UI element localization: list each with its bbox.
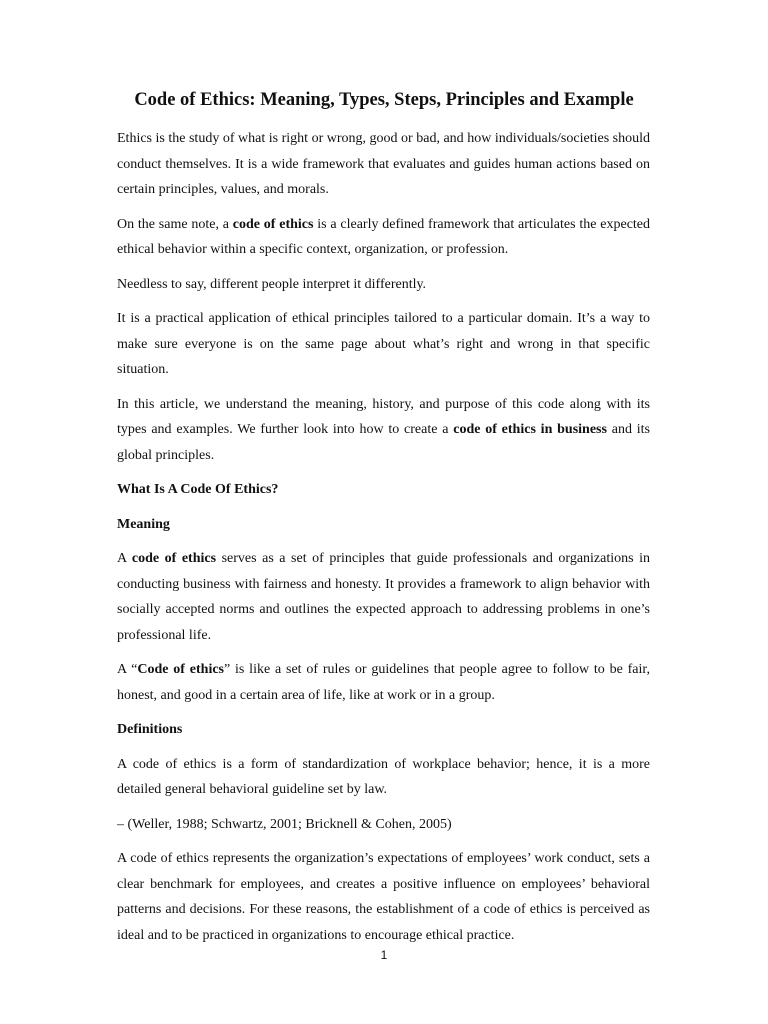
bold-text: What Is A Code Of Ethics? [117, 482, 279, 497]
paragraph [117, 846, 650, 948]
text-run: A code of ethics is a form of standardization of workplace behavior; hence, it is a more detailed general behavioral guideline set by law. [117, 756, 650, 797]
paragraph [117, 546, 650, 648]
document-title: Code of Ethics: Meaning, Types, Steps, Principles and Example [134, 90, 634, 110]
text-run: On the same note, a [117, 216, 233, 232]
paragraph [117, 657, 650, 708]
paragraph [117, 752, 650, 803]
bold-text: code of ethics [232, 216, 314, 232]
section-heading [117, 512, 650, 538]
bold-text: code of ethics [131, 551, 217, 566]
bold-text: Code of ethics [137, 662, 224, 677]
page-number: 1 [380, 948, 388, 962]
text-run: and its global principles. [117, 422, 650, 463]
text-run: Ethics is the study of what is right or wrong, good or bad, and how individuals/societies should conduct themselves. It is a wide framework that evaluates and guides human actions based on certain principles, values, and morals. [117, 131, 650, 197]
document-body [117, 126, 650, 957]
paragraph [117, 392, 650, 469]
paragraph [117, 212, 650, 263]
paragraph [117, 812, 650, 838]
text-run: ” is like a set of rules or guidelines that people agree to follow to be fair, honest, and good in a certain area of life, like at work or in a group. [117, 662, 650, 703]
paragraph [117, 272, 650, 298]
text-run: – (Weller, 1988; Schwartz, 2001; Bricknell & Cohen, 2005) [117, 816, 452, 832]
bold-text: Definitions [117, 722, 183, 737]
text-run: Needless to say, different people interpret it differently. [117, 276, 427, 292]
text-run: serves as a set of principles that guide professionals and organizations in conducting business with fairness and honesty. It provides a framework to align behavior with socially accepted norms and outlines the expected approach to addressing problems in one’s professional life. [117, 551, 650, 643]
section-heading [117, 717, 650, 743]
text-run: It is a practical application of ethical principles tailored to a particular domain. It’s a way to make sure everyone is on the same page about what’s right and wrong in that specific situation. [117, 311, 650, 377]
section-heading [117, 477, 650, 503]
paragraph [117, 126, 650, 203]
text-run: A “ [117, 662, 138, 677]
text-run: A code of ethics represents the organization’s expectations of employees’ work conduct, sets a clear benchmark for employees, and creates a positive influence on employees’ behavioral patterns and decisions. For these reasons, the establishment of a code of ethics is perceived as ideal and to be practiced in organizations to encourage ethical practice. [117, 851, 650, 943]
bold-text: code of ethics in business [453, 422, 607, 437]
paragraph [117, 306, 650, 383]
text-run: A [117, 551, 132, 566]
bold-text: Meaning [117, 516, 170, 532]
text-run: In this article, we understand the meaning, history, and purpose of this code along with its types and examples. We further look into how to create a [117, 396, 650, 437]
text-run: is a clearly defined framework that articulates the expected ethical behavior within a specific context, organization, or profession. [117, 216, 651, 257]
